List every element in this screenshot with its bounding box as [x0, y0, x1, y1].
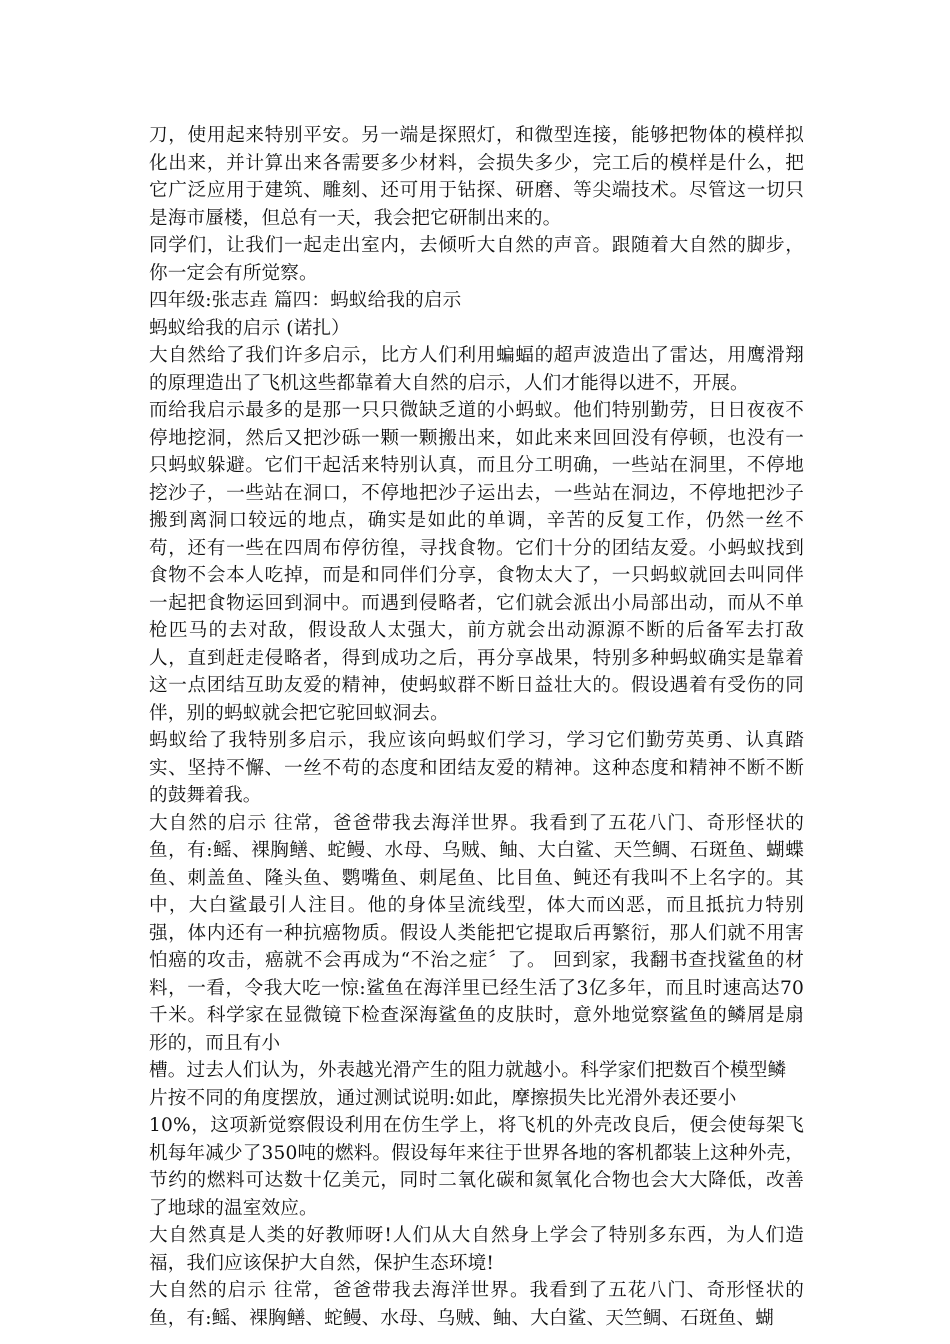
paragraph-bionics-savings: 10%，这项新觉察假设利用在仿生学上，将飞机的外壳改良后，便会使每架飞机每年减少了350吨的燃料。假设每年来往于世界各地的客机都装上这种外壳，节约的燃料可达数十亿美元，同时二氧化碳和氮氧化合物也会大大降低，改善了地球的温室效应。	[149, 1115, 804, 1219]
paragraph-ocean-world-shark: 大自然的启示 往常，爸爸带我去海洋世界。我看到了五花八门、奇形怪状的鱼，有:鳐、裸胸鳝、蛇鳗、水母、乌贼、鲉、大白鲨、天竺鲷、石斑鱼、蝴蝶鱼、刺盖鱼、隆头鱼、鹦嘴鱼、刺尾鱼、比目鱼、鲀还有我叫不上名字的。其中，大白鲨最引人注目。他的身体呈流线型，体大而凶恶，而且抵抗力特别强，体内还有一种抗癌物质。假设人类能把它提取后再繁衍，那人们就不用害怕癌的攻击，癌就不会再成为“不治之症〞了。 回到家，我翻书查找鲨鱼的材料，一看，令我大吃一惊:鲨鱼在海洋里已经生活了3亿多年，而且时速高达70千米。科学家在显微镜下检查深海鲨鱼的皮肤时，意外地觉察鲨鱼的鳞屑是扇形的，而且有小	[149, 812, 804, 1054]
paragraph-ant-behavior: 而给我启示最多的是那一只只微缺乏道的小蚂蚁。他们特别勤劳，日日夜夜不停地挖洞，然后又把沙砾一颗一颗搬出来，如此来来回回没有停顿，也没有一只蚂蚁躲避。它们干起活来特别认真，而且分工明确，一些站在洞里，不停地挖沙子，一些站在洞口，不停地把沙子运出去，一些站在洞边，不停地把沙子搬到离洞口较远的地点，确实是如此的单调，辛苦的反复工作，仍然一丝不苟，还有一些在四周布停彷徨，寻找食物。它们十分的团结友爱。小蚂蚁找到食物不会本人吃掉，而是和同伴们分享，食物太大了，一只蚂蚁就回去叫同伴一起把食物运回到洞中。而遇到侵略者，它们就会派出小局部出动，而从不单枪匹马的去对敌，假设敌人太强大，前方就会出动源源不断的后备军去打敌人，直到赶走侵略者，得到成功之后，再分享战果，特别多种蚂蚁确实是靠着这一点团结互助友爱的精神，使蚂蚁群不断日益壮大的。假设遇着有受伤的同伴，别的蚂蚁就会把它驼回蚁洞去。	[149, 400, 804, 724]
paragraph-shark-scales: 槽。过去人们认为，外表越光滑产生的阻力就越小。科学家们把数百个模型鳞片按不同的角度摆放，通过测试说明:如此，摩擦损失比光滑外表还要小	[149, 1060, 787, 1109]
paragraph-listen-to-nature: 同学们，让我们一起走出室内，去倾听大自然的声音。跟随着大自然的脚步，你一定会有所觉察。	[149, 235, 804, 284]
paragraph-scanner-description: 刀，使用起来特别平安。另一端是探照灯，和微型连接，能够把物体的模样拟化出来，并计算出来各需要多少材料，会损失多少，完工后的模样是什么，把它广泛应用于建筑、雕刻、还可用于钻探、研磨、等尖端技术。尽管这一切只是海市蜃楼，但总有一天，我会把它研制出来的。	[149, 125, 804, 229]
paragraph-nature-inspirations: 大自然给了我们许多启示，比方人们利用蝙蝠的超声波造出了雷达，用鹰滑翔的原理造出了飞机这些都靠着大自然的启示，人们才能得以进不，开展。	[149, 345, 804, 394]
essay-title-ant-inspiration: 蚂蚁给我的启示 (诺扎）	[149, 317, 350, 339]
document-body	[149, 122, 804, 1332]
paragraph-nature-teacher: 大自然真是人类的好教师呀!人们从大自然身上学会了特别多东西，为人们造福，我们应该保护大自然，保护生态环境!	[149, 1225, 804, 1274]
paragraph-ocean-world-repeat: 大自然的启示 往常，爸爸带我去海洋世界。我看到了五花八门、奇形怪状的鱼，有:鳐、裸胸鳝、蛇鳗、水母、乌贼、鲉、大白鲨、天竺鲷、石斑鱼、蝴	[149, 1280, 804, 1329]
section-heading-ant-essay: 四年级:张志垚 篇四：蚂蚁给我的启示	[149, 290, 462, 311]
paragraph-learn-from-ants: 蚂蚁给了我特别多启示，我应该向蚂蚁们学习，学习它们勤劳英勇、认真踏实、坚持不懈、一丝不苟的态度和团结友爱的精神。这种态度和精神不断不断的鼓舞着我。	[149, 730, 804, 806]
